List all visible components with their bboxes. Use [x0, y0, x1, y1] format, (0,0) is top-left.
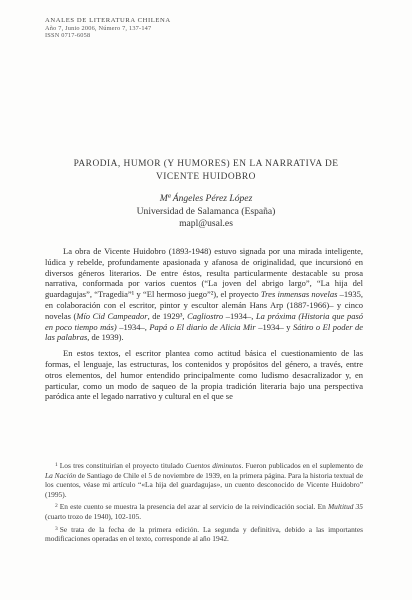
body-paragraph-1	[45, 246, 363, 343]
body-p1-italic-5: Papá o El diario de Alicia Mir	[149, 321, 256, 332]
body-p1-text-b: –1935, en colaboración con el escritor, pintor y escultor alemán Hans Arp (1887-1966)– y cinco novelas (	[45, 289, 364, 321]
footnote-2-text-a: En este cuento se muestra la presencia del azar al servicio de la reivindicación social. En	[59, 502, 326, 512]
article-title-line-1: PARODIA, HUMOR (Y HUMORES) EN LA NARRATIVA DE	[73, 159, 339, 169]
body-p1-text-c: , de 1929³,	[147, 310, 185, 321]
journal-issn: ISSN 0717-6058	[45, 32, 91, 40]
article-body	[45, 246, 363, 407]
footnote-2	[45, 502, 363, 521]
body-p1-text-a: La obra de Vicente Huidobro (1893-1948) estuvo signada por una mirada inteligente, lúdica y rebelde, profundamente apasionada y afanosa de originalidad, que incursionó en diversos géneros literarios. De entre éstos, resulta particularmente destacable su prosa narrativa, conformada por varios cuentos (“La joven del abrigo largo”, “La hija del guardagujas”, “Tragedia”¹ y “El hermoso juego”²), el proyecto	[45, 246, 363, 300]
footnote-3-number: 3	[55, 525, 58, 532]
footnote-1-number: 1	[55, 462, 58, 468]
footnote-2-number: 2	[55, 503, 58, 510]
body-p1-text-g: , de 1939).	[87, 332, 124, 343]
footnote-1	[45, 461, 363, 499]
body-p1-italic-2: Mío Cid Campeador	[76, 310, 148, 321]
body-p1-text-d: –1934–,	[225, 310, 254, 321]
author-affiliation: Universidad de Salamanca (España)	[136, 205, 276, 217]
footnotes	[45, 461, 363, 547]
author-block	[60, 193, 352, 231]
journal-issue: Año 7, Junio 2006, Número 7, 137-147	[45, 24, 152, 32]
footnote-1-italic-1: Cuentos diminutos	[185, 461, 242, 470]
footnote-3-text: Se trata de la fecha de la primera edición. La segunda y definitiva, debido a las importantes modificaciones operadas en el texto, corresponde al año 1942.	[45, 524, 363, 544]
article-title	[60, 158, 352, 184]
author-name: Mª Ángeles Pérez López	[159, 193, 253, 204]
journal-name: ANALES DE LITERATURA CHILENA	[45, 17, 171, 24]
author-email: mapl@usal.es	[179, 218, 233, 229]
body-p1-italic-4: La próxima (Historia que pasó en poco tiempo más)	[45, 310, 363, 332]
journal-header	[45, 17, 171, 40]
footnote-2-text-b: (cuarto trozo de 1940), 102-105.	[45, 511, 142, 521]
body-p1-text-e: –1934–,	[119, 321, 147, 332]
footnote-1-text-a: Los tres constituirían el proyecto titulado	[59, 461, 184, 470]
article-title-line-2: VICENTE HUIDOBRO	[156, 172, 256, 182]
footnote-3	[45, 525, 363, 544]
body-p1-italic-3: Cagliostro	[187, 310, 224, 321]
body-p1-italic-1: Tres inmensas novelas	[260, 289, 338, 300]
footnote-1-italic-2: La Nación	[45, 470, 77, 480]
body-p1-italic-6: Sátiro o El poder de las palabras	[45, 321, 364, 343]
footnote-1-text-c: de Santiago de Chile el 5 de noviembre de 1939, en la primera página. Para la historia textual de los cuentos, véase mi artículo “«La hija del guardagujas», un cuento desconocido de Vicente Huidobro” (1995).	[45, 470, 364, 499]
footnote-1-text-b: . Fueron publicados en el suplemento de	[241, 461, 364, 470]
footnote-2-italic-1: Multitud 35	[328, 502, 363, 512]
body-paragraph-2: En estos textos, el escritor plantea como actitud básica el cuestionamiento de las formas, el lenguaje, las estructuras, los contenidos y propósitos del género, a través, entre otros elementos, del humor entendido principalmente como ludismo desacralizador y, en particular, como un modo de saqueo de la propia tradición literaria bajo una perspectiva paródica ante el legado narrativo y cultural en el que se	[45, 348, 363, 402]
body-p1-text-f: –1934– y	[258, 321, 291, 332]
